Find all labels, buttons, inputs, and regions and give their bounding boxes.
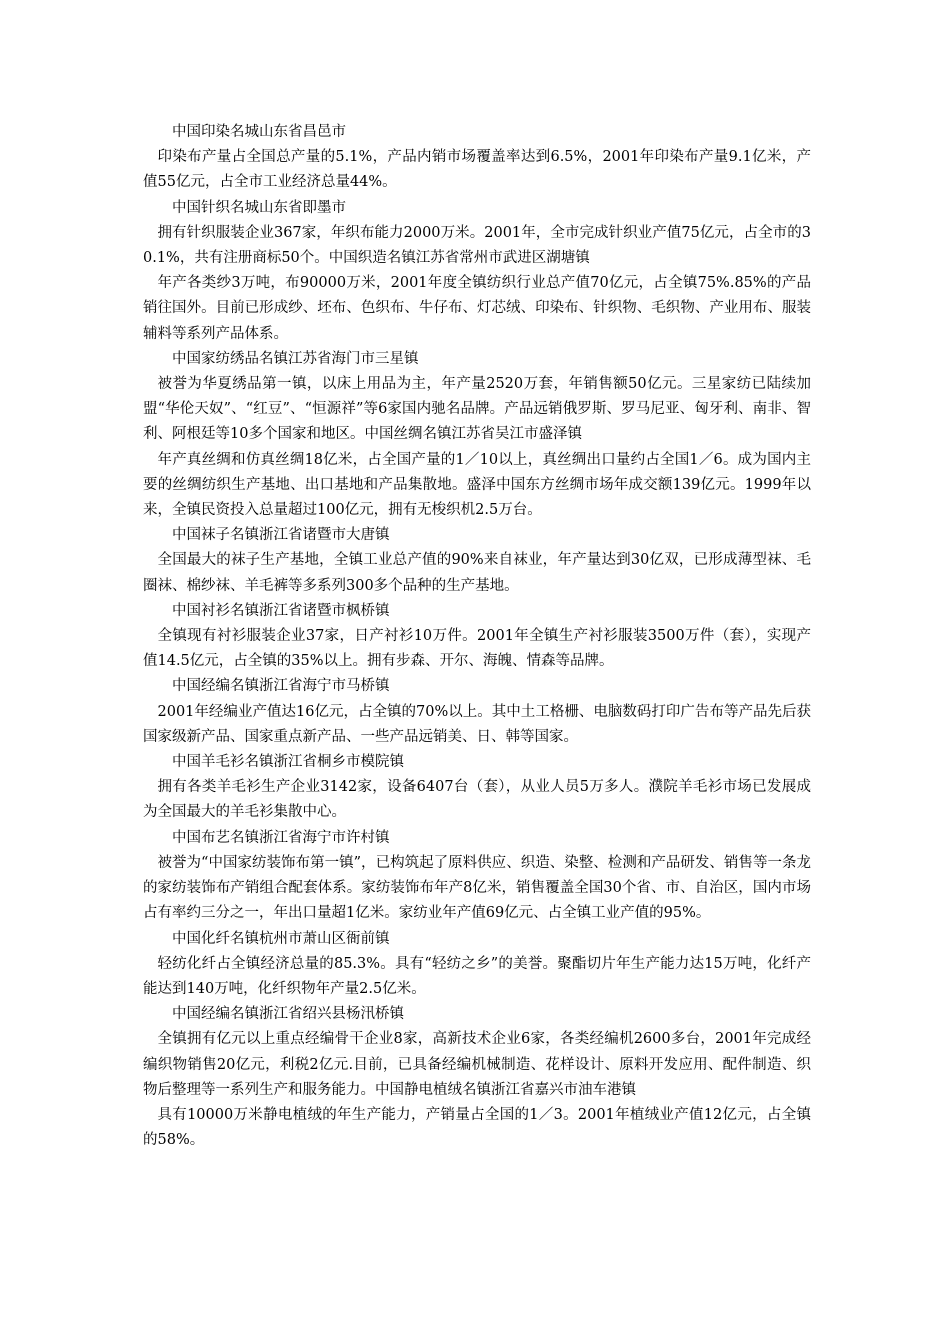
section-body: 轻纺化纤占全镇经济总量的85.3%。具有“轻纺之乡”的美誉。聚酯切片年生产能力达15万吨，化纤产能达到140万吨，化纤织物年产量2.5亿米。: [143, 955, 811, 997]
section-body: 被誉为“中国家纺装饰布第一镇”，已构筑起了原料供应、织造、染整、检测和产品研发、销售等一条龙的家纺装饰布产销组合配套体系。家纺装饰布年产8亿米，销售覆盖全国30个省、市、自治区，国内市场占有率约三分之一，年出口量超1亿米。家纺业年产值69亿元、占全镇工业产值的95%。: [143, 854, 811, 922]
section-heading: 中国印染名城山东省昌邑市: [172, 124, 346, 140]
section-body: 被誉为华夏绣品第一镇，以床上用品为主，年产量2520万套，年销售额50亿元。三星家纺已陆续加盟“华伦天奴”、“红豆”、“恒源祥”等6家国内驰名品牌。产品远销俄罗斯、罗马尼亚、匈牙利、南非、智利、阿根廷等10多个国家和地区。中国丝绸名镇江苏省吴江市盛泽镇: [143, 376, 811, 443]
section-heading: 中国羊毛衫名镇浙江省桐乡市模院镇: [172, 754, 404, 771]
section-heading: 中国布艺名镇浙江省海宁市许村镇: [172, 829, 390, 846]
section-heading: 中国袜子名镇浙江省诸暨市大唐镇: [172, 527, 390, 544]
section-heading: 中国衬衫名镇浙江省诸暨市枫桥镇: [172, 602, 390, 619]
section-heading: 中国针织名城山东省即墨市: [172, 199, 346, 216]
section-heading: 中国化纤名镇杭州市萧山区衙前镇: [172, 930, 390, 947]
section-body: 年产真丝绸和仿真丝绸18亿米，占全国产量的1／10以上，真丝绸出口量约占全国1／6。成为国内主要的丝绸纺织生产基地、出口基地和产品集散地。盛泽中国东方丝绸市场年成交额139亿元。1999年以来，全镇民资投入总量超过100亿元，拥有无梭织机2.5万台。: [143, 451, 811, 519]
section-body: 全镇拥有亿元以上重点经编骨干企业8家，高新技术企业6家，各类经编机2600多台，2001年完成经编织物销售20亿元，利税2亿元.目前，已具备经编机械制造、花样设计、原料开发应用、配件制造、织物后整理等一系列生产和服务能力。中国静电植绒名镇浙江省嘉兴市油车港镇: [143, 1031, 811, 1098]
section-body: 拥有各类羊毛衫生产企业3142家，设备6407台（套），从业人员5万多人。濮院羊毛衫市场已发展成为全国最大的羊毛衫集散中心。: [143, 779, 811, 821]
section-heading: 中国经编名镇浙江省绍兴县杨汛桥镇: [172, 1006, 404, 1023]
section-body: 印染布产量占全国总产量的5.1%，产品内销市场覆盖率达到6.5%，2001年印染布产量9.1亿米，产值55亿元，占全市工业经济总量44%。: [143, 149, 811, 191]
section-body: 年产各类纱3万吨，布90000万米，2001年度全镇纺织行业总产值70亿元，占全镇75%.85%的产品销往国外。目前已形成纱、坯布、色织布、牛仔布、灯芯绒、印染布、针织物、毛织物、产业用布、服装辅料等系列产品体系。: [143, 275, 811, 342]
section-body: 全镇现有衬衫服装企业37家，日产衬衫10万件。2001年全镇生产衬衫服装3500万件（套），实现产值14.5亿元，占全镇的35%以上。拥有步森、开尔、海魄、情森等品牌。: [143, 628, 811, 670]
section-body: 拥有针织服装企业367家，年织布能力2000万米。2001年，全市完成针织业产值75亿元，占全市的30.1%，共有注册商标50个。中国织造名镇江苏省常州市武进区湖塘镇: [143, 224, 811, 267]
section-body: 具有10000万米静电植绒的年生产能力，产销量占全国的1／3。2001年植绒业产值12亿元，占全镇的58%。: [143, 1106, 811, 1149]
section-body: 全国最大的袜子生产基地，全镇工业总产值的90%来自袜业，年产量达到30亿双，已形成薄型袜、毛圈袜、棉纱袜、羊毛裤等多系列300多个品种的生产基地。: [143, 552, 811, 594]
section-heading: 中国家纺绣品名镇江苏省海门市三星镇: [172, 350, 419, 367]
section-body: 2001年经编业产值达16亿元，占全镇的70%以上。其中土工格栅、电脑数码打印广告布等产品先后获国家级新产品、国家重点新产品、一些产品远销美、日、韩等国家。: [143, 703, 811, 745]
document-page: [143, 120, 811, 1153]
section-heading: 中国经编名镇浙江省海宁市马桥镇: [172, 678, 390, 695]
